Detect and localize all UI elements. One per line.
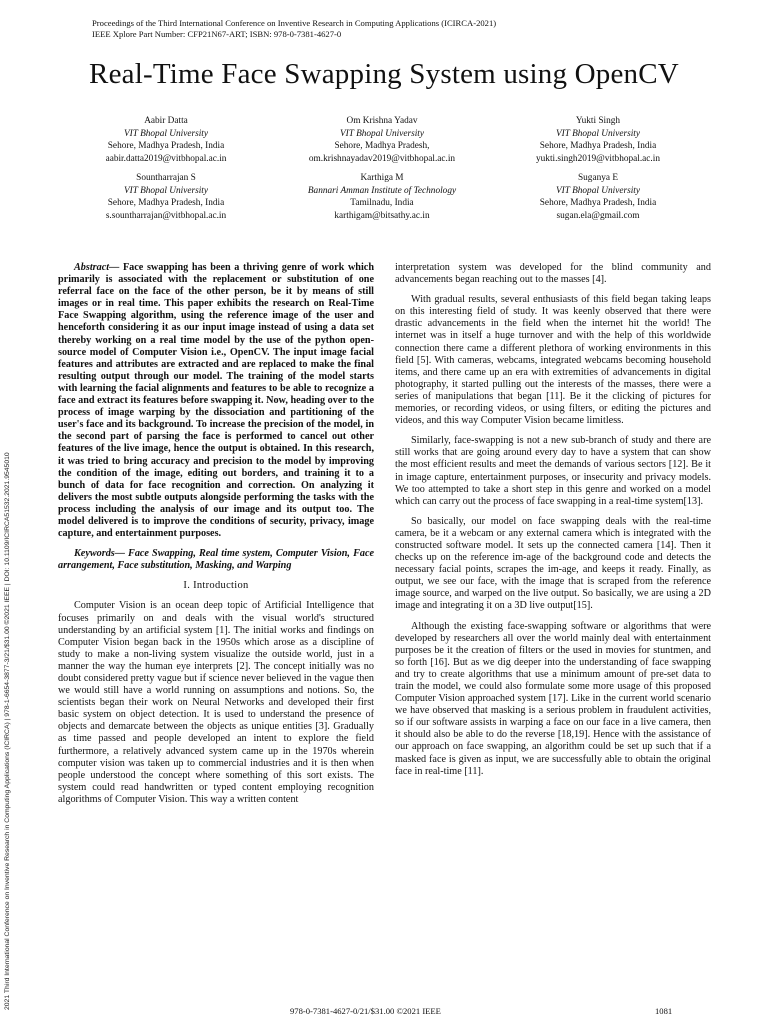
abstract-label: Abstract—: [74, 262, 120, 273]
keywords-label: Keywords—: [74, 548, 125, 560]
author-email: s.sountharrajan@vitbhopal.ac.in: [105, 210, 227, 221]
author-name: Karthiga M: [360, 173, 404, 183]
author-location: Sehore, Madhya Pradesh, India: [539, 198, 657, 208]
keywords: [58, 548, 374, 572]
abstract-text: Face swapping has been a thriving genre of work which primarily is associated with the replacement or substitution of one referral face on the face of the other person, be it by means of still images or in real time. This paper exhibits the research on Real-Time Face Swapping algorithm, using the reference image of the user and henceforth considering it as our input image instead of using a data set thereby working on a real time model by the use of the python open-source model of Computer Vision i.e., OpenCV. The input image facial features and attributes are extracted and are replaced to make the final resulting output through our model. The training of the model starts with learning the facial alignments and features to be able to recognize a face and extract its features before swapping it. Now, heading over to the process of image warping by the dissociation and partitioning of the user's face and its background. To increase the precision of the model, in the second part of parsing the face is performed to cancel out other features of the live image, hence the output is obtained. In this research, it was tried to bring accuracy and precision to the model by improving the condition of the image, editing out borders, and training it to a bunch of data for face recognition and correction. On analyzing it delivers the most subtle outputs alongside performing the tasks with the process including the analysis of our image and its output too. The model delivered is to improve the conditions of security, privacy, image capture, and entertainment purposes.: [58, 262, 374, 540]
author-affiliation: VIT Bhopal University: [339, 128, 424, 139]
section-heading-introduction: I. Introduction: [183, 580, 249, 592]
author-name: Om Krishna Yadav: [346, 116, 418, 126]
body-paragraph: Although the existing face-swapping software or algorithms that were developed by researchers all over the world mainly deal with entertainment purposes be it the creation of filters or the used in movies for stuntmen, and so forth [16]. But as we dig deeper into the understanding of face swapping and try to create algorithms that use a minimum amount of pre-set data to train the model, we could also formulate some more usage of this proposed Computer Vision approached system [17]. Like in the current world scenario we have observed that masking is a serious problem in fraudulent activities, so if our software assists in warping a face on our face in a live camera, then it should also be able to do the reverse [18,19]. Hence with the assistance of our approach on face swapping, an algorithm could be set up such that if a masked face is given as input, we are successfully able to obtain the original face in real-time [11].: [395, 620, 711, 777]
abstract: [58, 262, 374, 540]
author-name: Suganya E: [577, 173, 619, 183]
page-number: 1081: [655, 1006, 673, 1016]
author-location: Sehore, Madhya Pradesh, India: [107, 198, 225, 208]
conference-header: [92, 18, 496, 40]
author-email: sugan.ela@gmail.com: [556, 210, 640, 221]
author-name: Sountharrajan S: [136, 173, 196, 183]
author-affiliation: VIT Bhopal University: [123, 128, 208, 139]
author-location: Sehore, Madhya Pradesh, India: [107, 141, 225, 151]
ieee-sidebar-citation: 2021 Third International Conference on Inventive Research in Computing Applications (ICIRCA) | 978-1-6654-3877-3/21/$31.00 ©2021 IEEE | DOI: 10.1109/ICIRCA51532.2021.9545010: [4, 452, 11, 1010]
author-location: Tamilnadu, India: [350, 198, 414, 208]
author-4: [58, 172, 274, 222]
body-paragraph: With gradual results, several enthusiasts of this field began taking leaps on this interesting field of study. It was keenly observed that there were drastic advancements in the field when the internet hit the world! The internet was in itself a huge turnover and with the help of this worldwide connection there came a different plethora of working environments in this field [5]. With cameras, webcams, integrated webcams becoming household items, and there came up an era with extremities of advancements in digital photography, it started pulling out the interests of the masses, there were a series of manipulations that began [11]. Be it the clicking of pictures for memories, or recording videos, or using filters, or editing the pictures and videos, and this way Computer Vision became limitless.: [395, 294, 711, 427]
author-6: [490, 172, 706, 222]
right-column: [395, 262, 711, 1002]
body-paragraph: interpretation system was developed for the blind community and advancements began reaching out to the masses [4].: [395, 262, 711, 286]
author-location: Sehore, Madhya Pradesh,: [334, 141, 430, 151]
author-email: karthigam@bitsathy.ac.in: [334, 210, 430, 221]
author-email: aabir.datta2019@vitbhopal.ac.in: [105, 153, 227, 164]
author-email: om.krishnayadav2019@vitbhopal.ac.in: [308, 153, 456, 164]
footer-isbn: 978-0-7381-4627-0/21/$31.00 ©2021 IEEE: [290, 1006, 441, 1016]
header-line-1: Proceedings of the Third International Conference on Inventive Research in Computing Applications (ICIRCA-2021): [92, 18, 497, 28]
intro-paragraph: Computer Vision is an ocean deep topic of Artificial Intelligence that focuses primarily on and deals with the visual world's structured understanding by an artificial system [1]. The initial works and findings on Computer Vision began back in the 1950s which arose as a discipline of study to make a non-living system visualize the outside world, just in a manner the way the human eye interprets [2]. The concept initially was no doubt considered pretty vague but if science never believed in the vague then we would still have a world running on assumptions and notions. So, the scientists began their work on Neural Networks and developed their first basic system on object detection. It is used to understand the presence of objects and demarcate between the objects as unique entities [3]. Gradually as time passed and people developed an intent to explore the field furthermore, a relatively advanced system came up in the 1970s wherein computer vision was taken up to commercial industries and it is then when people understood the concept where something of this sort exists. The system could read handwritten or typed content employing recognition algorithms of Computer Vision. This way a written content: [58, 600, 374, 805]
header-line-2: IEEE Xplore Part Number: CFP21N67-ART; ISBN: 978-0-7381-4627-0: [92, 29, 342, 39]
author-location: Sehore, Madhya Pradesh, India: [539, 141, 657, 151]
body-paragraph: Similarly, face-swapping is not a new sub-branch of study and there are still works that are going around every day to have a system that can show the most efficient results and meet the demands of various sectors [12]. Be it in image capture, entertainment purposes, or insecurity and privacy models. We too attempted to take a short step in this genre and worked on a model which can carry out the process of face swapping in a real-time system[13].: [395, 435, 711, 507]
author-name: Yukti Singh: [575, 116, 621, 126]
author-3: [490, 115, 706, 165]
author-name: Aabir Datta: [144, 116, 188, 126]
author-email: yukti.singh2019@vitbhopal.ac.in: [536, 153, 660, 164]
author-2: [274, 115, 490, 165]
paper-title: Real-Time Face Swapping System using OpenCV: [89, 58, 679, 90]
author-5: [274, 172, 490, 222]
author-1: [58, 115, 274, 165]
body-paragraph: So basically, our model on face swapping deals with the real-time camera, be it a webcam or any external camera which is integrated with the constructed software model. It sets up the connected camera [14]. Then it checks up on the reference im-age of the background code and detects the necessary facial points, scrapes the im-age, and keeps it ready. Finally, as output, we see our face, with the image that is scraped from the reference image source, and warped on the live output. So basically, we are using a 2D image and integrating it on a 3D live output[15].: [395, 515, 711, 612]
keywords-text: Face Swapping, Real time system, Computer Vision, Face arrangement, Face substitution, Masking, and Warping: [58, 548, 374, 572]
author-affiliation: VIT Bhopal University: [123, 185, 208, 196]
author-affiliation: VIT Bhopal University: [555, 185, 640, 196]
author-affiliation: VIT Bhopal University: [555, 128, 640, 139]
left-column: [58, 262, 374, 1002]
author-affiliation: Bannari Amman Institute of Technology: [307, 185, 457, 196]
author-block: [58, 115, 706, 222]
